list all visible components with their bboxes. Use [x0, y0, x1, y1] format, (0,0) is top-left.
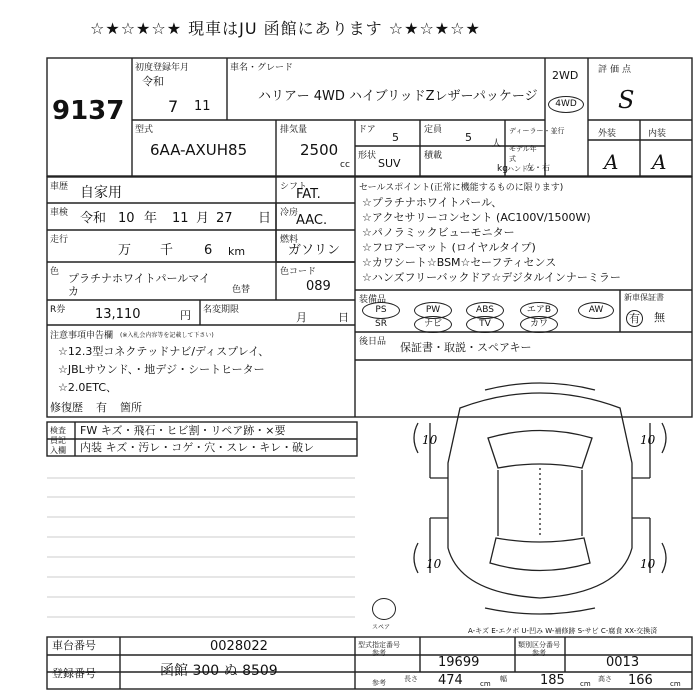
displacement-value: 2500	[300, 141, 339, 159]
length-label: 長さ	[404, 675, 418, 683]
doors-value: 5	[392, 131, 399, 144]
first-reg-era: 令和	[142, 75, 164, 88]
fuel-value: ガソリン	[288, 243, 341, 258]
first-reg-month: 11	[194, 99, 211, 114]
note-3: ☆2.0ETC、	[58, 381, 118, 394]
handle-value: 左・右	[526, 163, 550, 172]
recycle-value: 13,110	[95, 307, 141, 322]
model-value: 6AA-AXUH85	[150, 141, 248, 159]
body-type-value: SUV	[378, 157, 401, 170]
ac-value: AAC.	[296, 213, 328, 228]
sales-point-4: ☆フロアーマット (ロイヤルタイプ)	[362, 241, 536, 254]
capacity-value: 5	[465, 131, 472, 144]
color-code-value: 089	[306, 279, 331, 294]
type-designation-sub: 参考	[372, 649, 386, 657]
new-warranty-yes: 有	[626, 310, 643, 327]
mileage-unit: km	[228, 245, 246, 258]
inspection-year: 10	[118, 211, 135, 226]
inspection-era: 令和	[80, 211, 107, 226]
interior-value: A	[652, 150, 667, 174]
inspector-row-1: FW キズ・飛石・ヒビ割・リペア跡・×要	[80, 424, 286, 437]
height-unit: cm	[670, 680, 681, 688]
notes-label: 注意事項申告欄	[50, 331, 114, 341]
interior-label: 内装	[648, 129, 667, 139]
width-value: 185	[540, 673, 565, 688]
grade-label: 評価点	[598, 65, 635, 75]
usage-value: 自家用	[80, 185, 122, 201]
registration-value: 函館 300 ぬ 8509	[160, 663, 278, 679]
capacity-label: 定員	[424, 125, 443, 135]
equip-abs: ABS	[466, 302, 504, 319]
inspection-day-unit: 日	[258, 211, 272, 226]
attachments-value: 保証書・取説・スペアキー	[400, 341, 532, 354]
repair-value: 有	[96, 401, 107, 414]
mileage-sen: 千	[160, 243, 174, 258]
equip-airbag: エアB	[520, 302, 558, 319]
first-reg-year: 7	[168, 97, 179, 116]
sales-point-2: ☆アクセサリーコンセント (AC100V/1500W)	[362, 211, 591, 224]
height-label: 高さ	[598, 675, 612, 683]
class-code-value: 0013	[606, 655, 640, 670]
length-value: 474	[438, 673, 463, 688]
displacement-unit: cc	[340, 160, 350, 170]
load-label: 積載	[424, 151, 443, 161]
name-grade-value: ハリアー 4WD ハイブリッドZレザーパッケージ	[258, 89, 538, 104]
car-damage-diagram	[400, 368, 680, 618]
mileage-man: 万	[118, 243, 132, 258]
new-warranty-label: 新車保証書	[624, 293, 664, 302]
mileage-label: 走行	[50, 235, 69, 245]
inspection-year-unit: 年	[144, 211, 158, 226]
color-change-label: 色替	[232, 285, 251, 295]
color-code-label: 色コード	[280, 267, 317, 277]
chassis-label: 車台番号	[52, 639, 96, 652]
equipment-label: 装備品	[359, 295, 387, 305]
name-grade-label: 車名・グレード	[230, 63, 294, 73]
capacity-unit: 人	[492, 139, 502, 149]
exterior-value: A	[604, 150, 619, 174]
registration-label: 登録番号	[52, 667, 96, 680]
exterior-label: 外装	[598, 129, 617, 139]
inspector-label: 検査員記入欄	[50, 426, 66, 455]
first-reg-label: 初度登録年月	[135, 63, 190, 73]
sales-point-1: ☆プラチナホワイトパール、	[362, 196, 503, 209]
load-unit: kg	[497, 164, 508, 174]
width-unit: cm	[580, 680, 591, 688]
handle-label: ハンドル	[507, 165, 535, 173]
repair-count: 箇所	[120, 401, 142, 414]
inspection-month-unit: 月	[196, 211, 210, 226]
inspection-day: 27	[216, 211, 233, 226]
location-banner: ☆★☆★☆★ 現車はJU 函館にあります ☆★☆★☆★	[90, 19, 481, 38]
notes-sub: (※入札会内容等を記載して下さい)	[120, 332, 214, 339]
doors-label: ドア	[358, 125, 376, 135]
note-2: ☆JBLサウンド、・地デジ・シートヒーター	[58, 363, 265, 376]
damage-mark-2: 10	[640, 433, 656, 447]
damage-mark-3: 10	[426, 557, 442, 571]
model-year-label: モデル年式	[509, 145, 537, 163]
spare-label: スペア	[372, 624, 391, 631]
equip-leather: カワ	[520, 316, 558, 333]
attachments-label: 後日品	[359, 337, 387, 347]
ac-label: 冷房	[280, 208, 299, 218]
inspection-label: 車検	[50, 208, 69, 218]
inspector-row-2: 内装 キズ・汚レ・コゲ・穴・スレ・キレ・破レ	[80, 441, 315, 454]
usage-label: 車歴	[50, 182, 69, 192]
equip-tv: TV	[466, 316, 504, 333]
equip-ps: PS	[362, 302, 400, 319]
spare-tire-icon	[372, 598, 396, 620]
title-period-day: 日	[338, 311, 349, 324]
note-1: ☆12.3型コネクテッドナビ/ディスプレイ、	[58, 345, 270, 358]
length-unit: cm	[480, 680, 491, 688]
sales-point-3: ☆パノラミックビューモニター	[362, 226, 515, 239]
chassis-value: 0028022	[210, 639, 268, 654]
damage-legend: A-キズ E-エクボ U-凹み W-補修跡 S-サビ C-腐食 XX-交換済	[468, 627, 658, 635]
dealer-label: ディーラー・並行	[509, 127, 565, 135]
sales-point-6: ☆ハンズフリーバックドア☆デジタルインナーミラー	[362, 271, 621, 284]
damage-mark-1: 10	[422, 433, 438, 447]
dims-label: 参考	[372, 679, 386, 687]
shift-label: シフト	[280, 182, 308, 192]
body-type-label: 形状	[358, 151, 377, 161]
sales-point-5: ☆カワシート☆BSM☆セーフティセンス	[362, 256, 557, 269]
equip-sr: SR	[375, 319, 387, 329]
lot-number: 9137	[52, 96, 125, 126]
sales-points-title: セールスポイント(正常に機能するものに限ります)	[359, 183, 564, 193]
class-code-sub: 参考	[532, 649, 546, 657]
class-code-label: 類別区分番号	[518, 641, 560, 649]
type-designation-label: 型式指定番号	[358, 641, 400, 649]
drive-4wd-circled: 4WD	[548, 96, 584, 113]
title-period-month: 月	[296, 311, 307, 324]
equip-navi: ナビ	[414, 316, 452, 333]
fuel-label: 燃料	[280, 235, 299, 245]
equip-pw: PW	[414, 302, 452, 319]
color-value: プラチナホワイトパールマイカ	[68, 272, 211, 298]
equip-aw: AW	[578, 302, 614, 319]
damage-mark-4: 10	[640, 557, 656, 571]
model-label: 型式	[135, 125, 154, 135]
mileage-value: 6	[204, 243, 213, 258]
recycle-label: R券	[50, 305, 66, 315]
displacement-label: 排気量	[280, 125, 308, 135]
grade-value: S	[618, 86, 635, 114]
height-value: 166	[628, 673, 653, 688]
repair-label: 修復歴	[50, 401, 83, 414]
inspection-month: 11	[172, 211, 189, 226]
drive-2wd: 2WD	[552, 69, 579, 82]
color-label: 色	[50, 267, 60, 277]
title-period-label: 名変期限	[203, 305, 240, 315]
recycle-unit: 円	[180, 309, 191, 322]
width-label: 幅	[500, 675, 507, 683]
new-warranty-no: 無	[654, 311, 665, 324]
shift-value: FAT.	[296, 187, 321, 202]
type-designation-value: 19699	[438, 655, 480, 670]
